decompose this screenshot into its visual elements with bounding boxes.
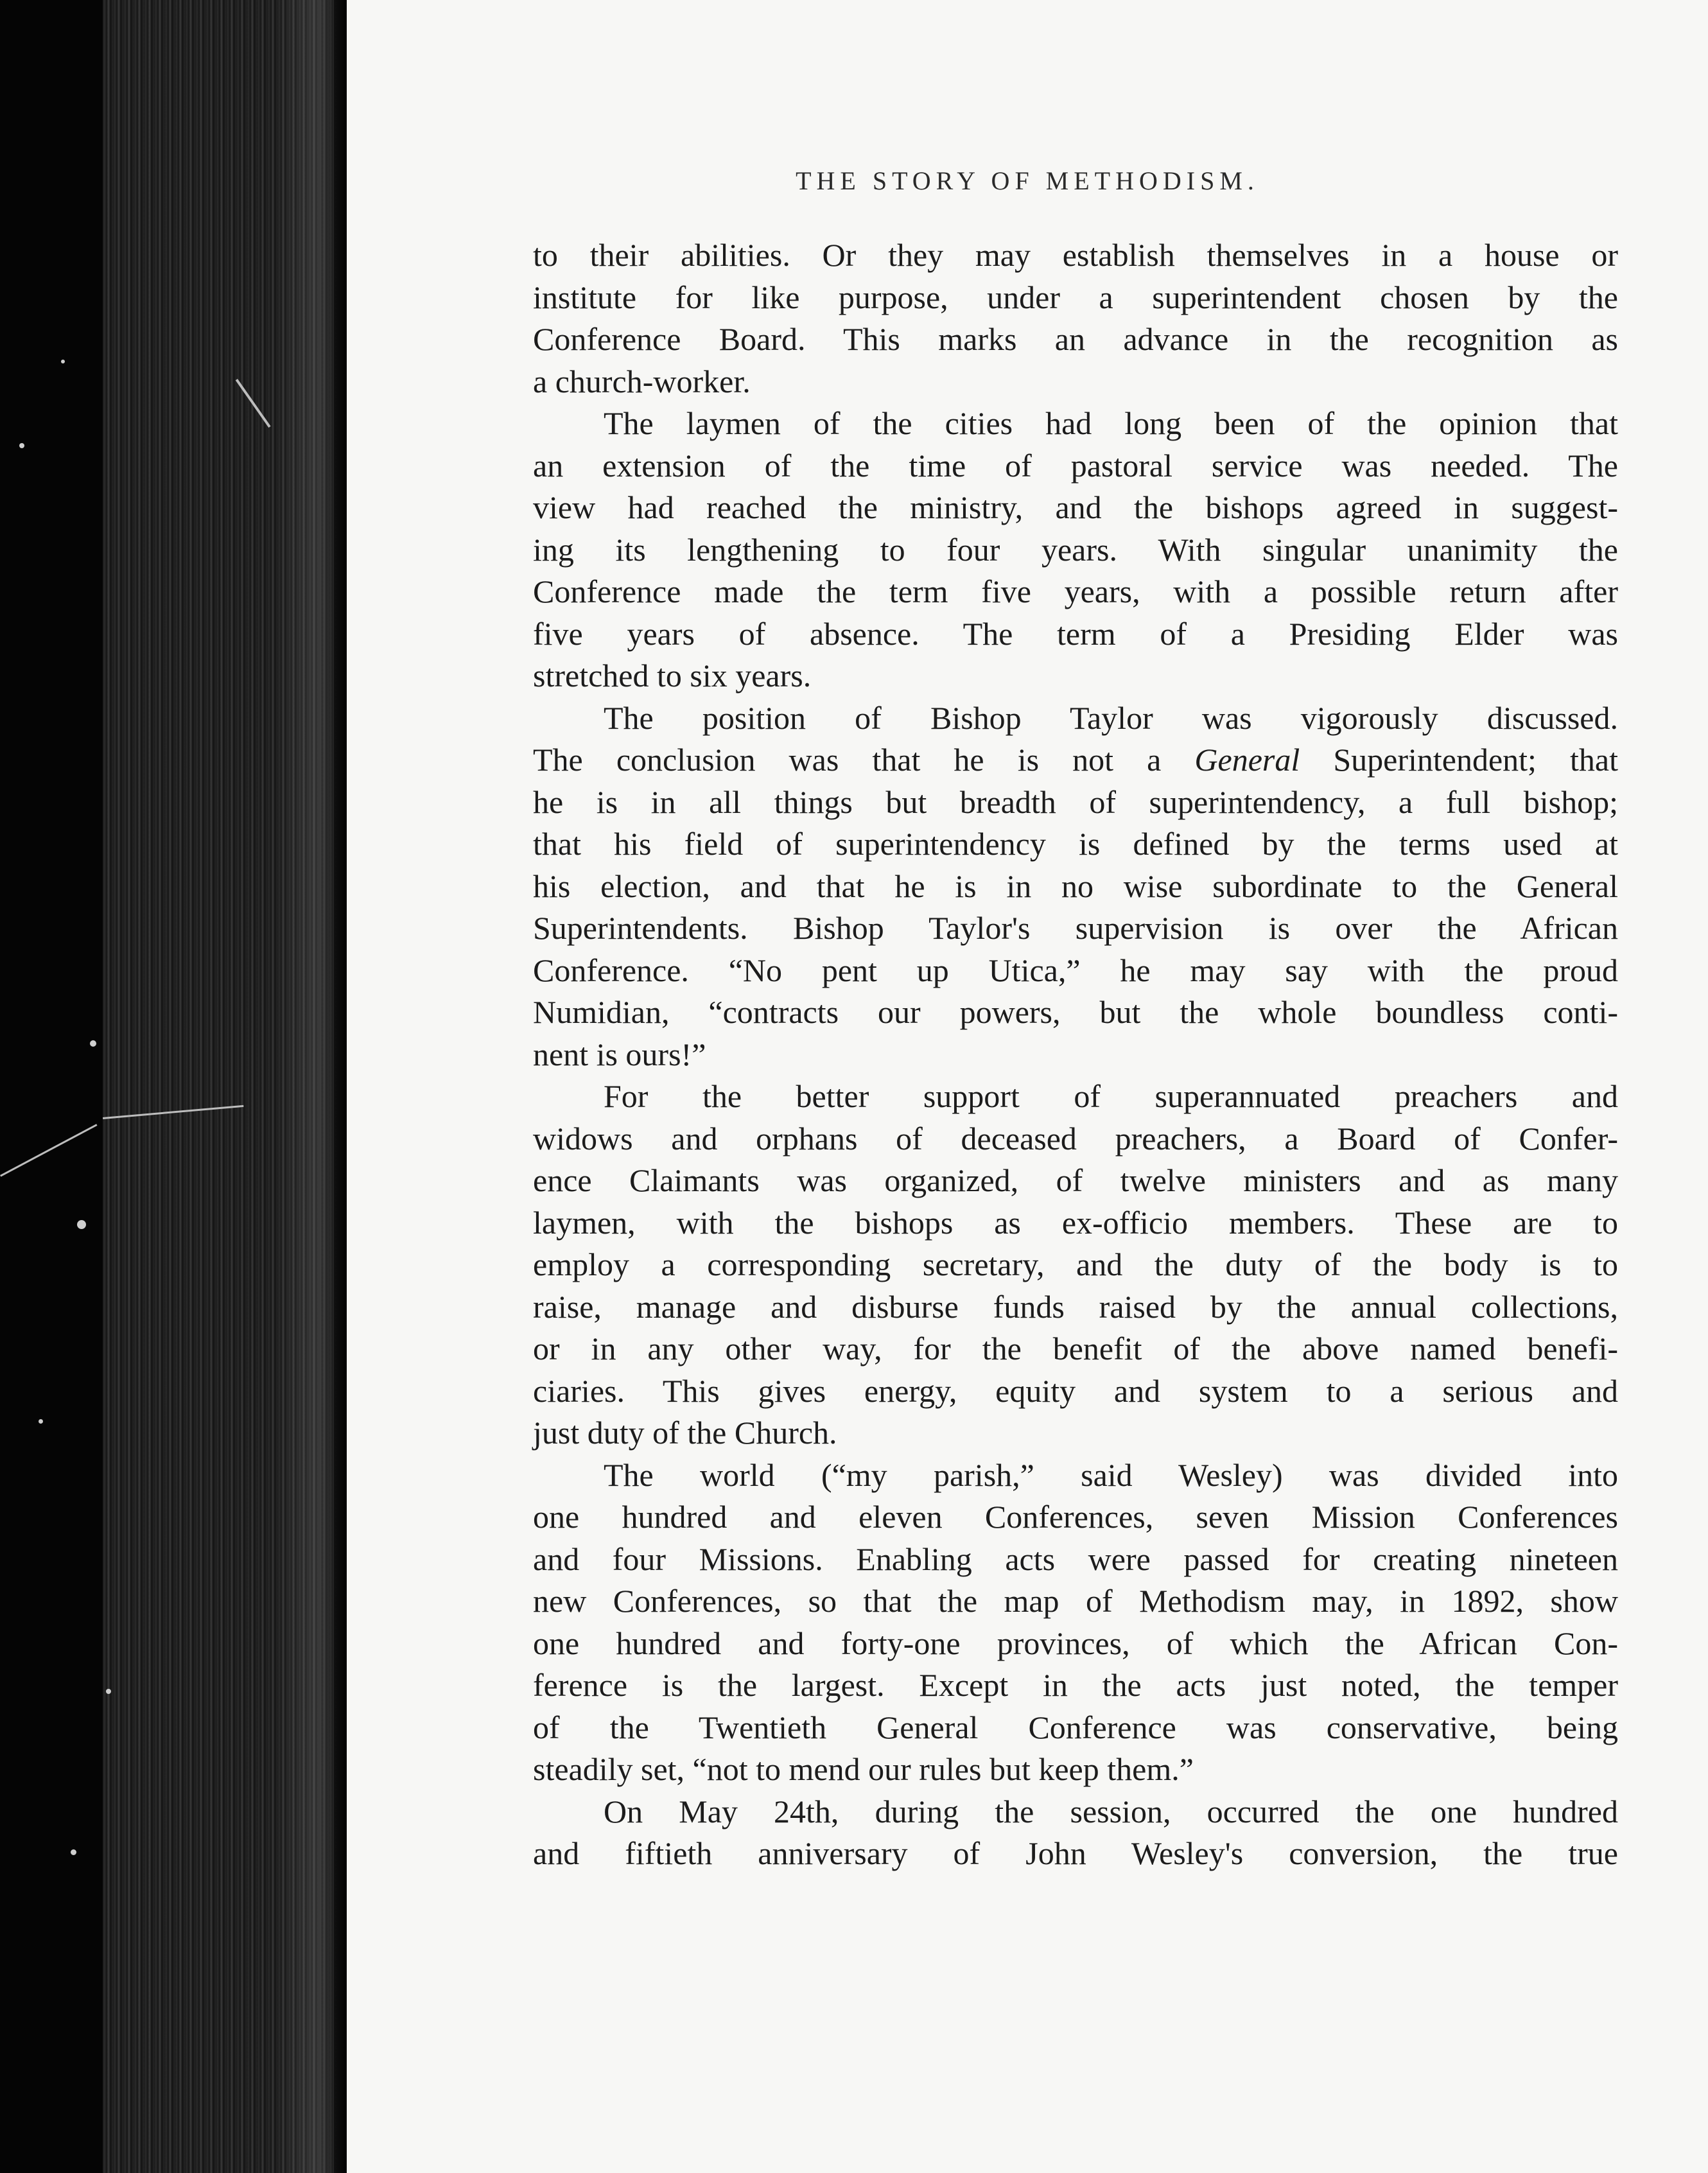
text-line: The laymen of the cities had long been of the opinion that [604, 405, 1618, 441]
text-line: raise, manage and disburse funds raised by the annual collections, [533, 1288, 1618, 1325]
text-line: ence Claimants was organized, of twelve ministers and as many [533, 1162, 1618, 1198]
text-line: The conclusion was that he is not a General Superintendent; that [533, 742, 1618, 778]
text-line: his election, and that he is in no wise subordinate to the General [533, 868, 1618, 904]
dust-speck [90, 1040, 96, 1047]
text-line: an extension of the time of pastoral service was needed. The [533, 447, 1618, 484]
dust-speck [106, 1689, 111, 1694]
text-line: he is in all things but breadth of superintendency, a full bishop; [533, 783, 1618, 820]
dust-speck [39, 1419, 43, 1424]
text-line: Conference Board. This marks an advance in the recognition as [533, 321, 1618, 357]
dust-speck [77, 1220, 86, 1229]
text-line: that his field of superintendency is defined by the terms used at [533, 826, 1618, 862]
text-line: institute for like purpose, under a superintendent chosen by the [533, 279, 1618, 315]
text-line: stretched to six years. [533, 658, 812, 694]
text-line: just duty of the Church. [533, 1415, 837, 1451]
text-line: ference is the largest. Except in the acts just noted, the temper [533, 1667, 1618, 1703]
text-line: Conference. “No pent up Utica,” he may say with the proud [533, 952, 1618, 988]
text-line: and fiftieth anniversary of John Wesley's conversion, the true [533, 1835, 1618, 1871]
book-page [347, 0, 1708, 2173]
text-line: widows and orphans of deceased preachers, a Board of Confer- [533, 1120, 1618, 1156]
book-gutter-shadow [276, 0, 347, 2173]
text-line: Superintendents. Bishop Taylor's supervision is over the African [533, 910, 1618, 946]
text-line: Numidian, “contracts our powers, but the whole boundless conti- [533, 994, 1618, 1030]
text-line: The world (“my parish,” said Wesley) was divided into [604, 1456, 1618, 1493]
body-text [533, 234, 1618, 1875]
text-line: one hundred and forty-one provinces, of which the African Con- [533, 1625, 1618, 1661]
text-line: new Conferences, so that the map of Methodism may, in 1892, show [533, 1583, 1618, 1619]
text-line: The position of Bishop Taylor was vigorously discussed. [604, 699, 1618, 736]
dust-speck [71, 1849, 76, 1855]
text-line: one hundred and eleven Conferences, seven Mission Conferences [533, 1499, 1618, 1535]
text-line: steadily set, “not to mend our rules but keep them.” [533, 1751, 1194, 1787]
text-line: to their abilities. Or they may establish themselves in a house or [533, 237, 1618, 273]
text-line: and four Missions. Enabling acts were passed for creating nineteen [533, 1540, 1618, 1577]
text-line: On May 24th, during the session, occurred the one hundred [604, 1793, 1618, 1829]
running-head: THE STORY OF METHODISM. [796, 166, 1259, 195]
text-line: employ a corresponding secretary, and the duty of the body is to [533, 1246, 1618, 1282]
text-line: view had reached the ministry, and the bishops agreed in suggest- [533, 489, 1618, 525]
text-line: of the Twentieth General Conference was conservative, being [533, 1709, 1618, 1745]
text-line: Conference made the term five years, with a possible return after [533, 573, 1618, 609]
text-line: ciaries. This gives energy, equity and system to a serious and [533, 1372, 1618, 1409]
text-line: For the better support of superannuated preachers and [604, 1078, 1618, 1114]
dust-speck [19, 443, 24, 448]
dust-speck [61, 360, 65, 363]
text-line: laymen, with the bishops as ex-officio members. These are to [533, 1204, 1618, 1241]
text-line: or in any other way, for the benefit of the above named benefi- [533, 1331, 1618, 1366]
text-line: nent is ours!” [533, 1036, 706, 1072]
text-line: five years of absence. The term of a Presiding Elder was [533, 615, 1618, 652]
text-line: a church-worker. [533, 363, 751, 399]
text-line: ing its lengthening to four years. With singular unanimity the [533, 531, 1618, 568]
